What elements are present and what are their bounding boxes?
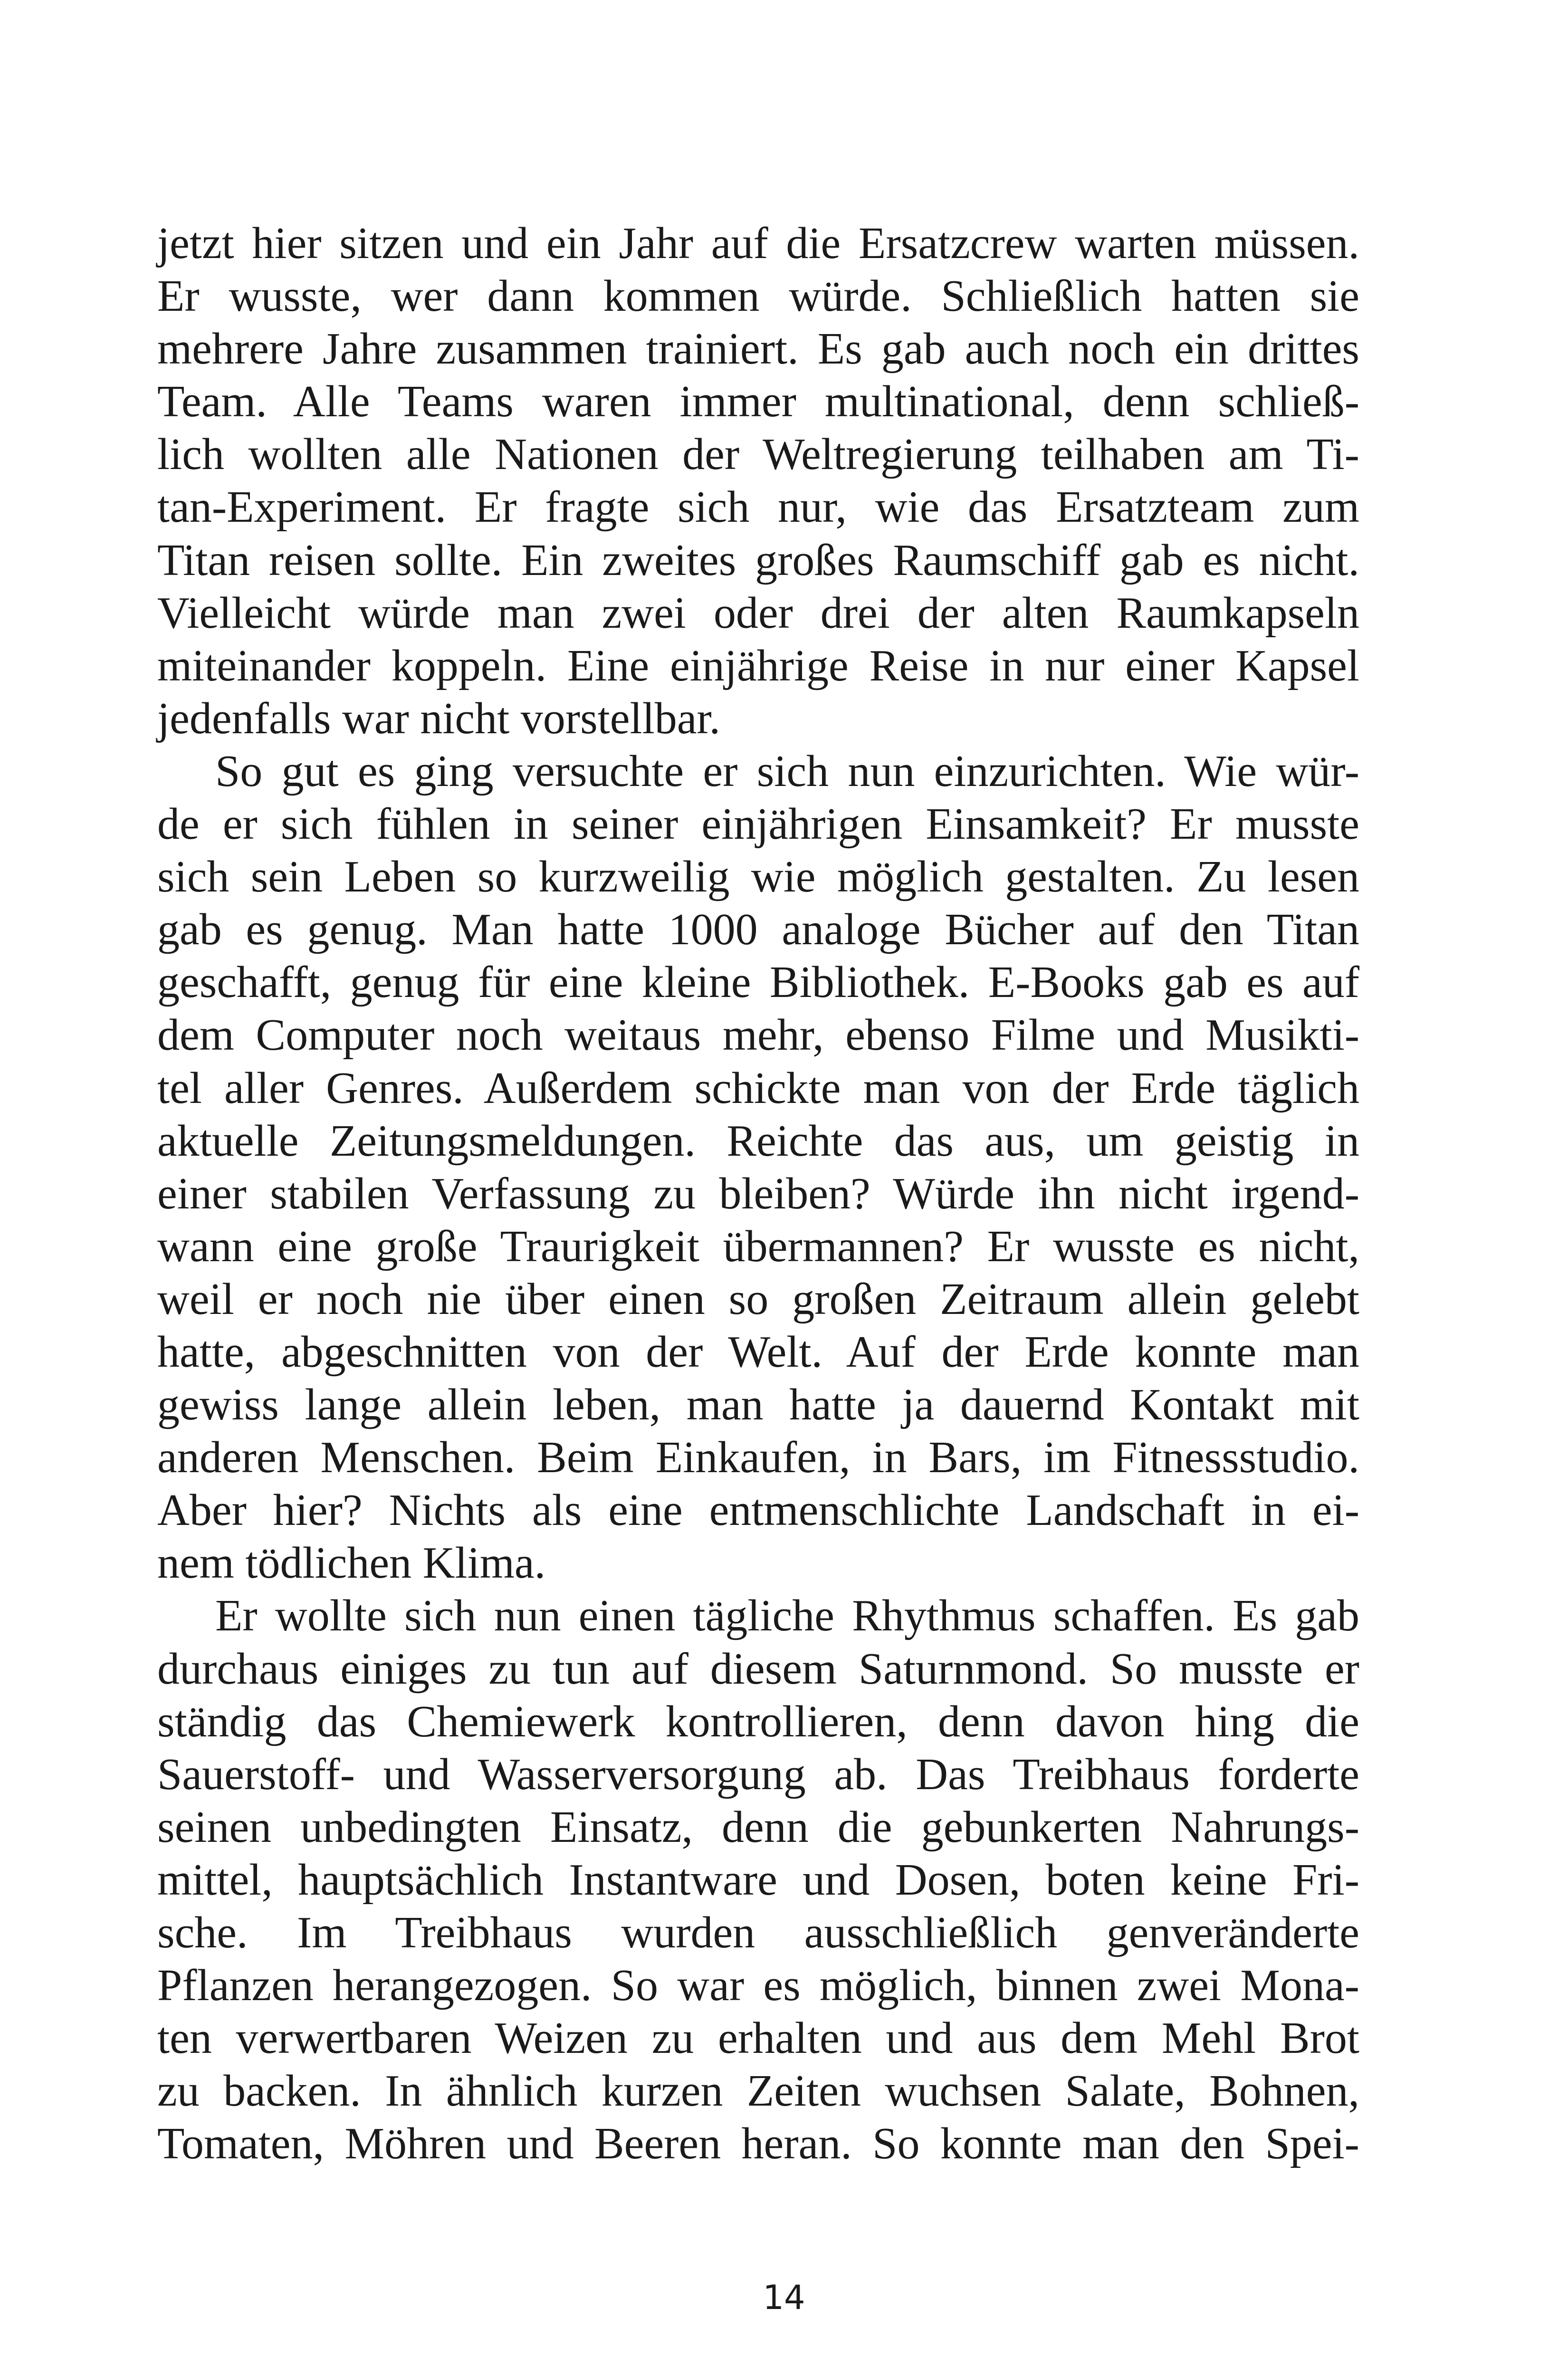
page-number: 14 xyxy=(763,2278,805,2317)
text-line: tel aller Genres. Außerdem schickte man von der Erde täglich xyxy=(157,1063,1359,1113)
text-line: zu backen. In ähnlich kurzen Zeiten wuchsen Salate, Bohnen, xyxy=(157,2066,1359,2116)
text-line: aktuelle Zeitungsmeldungen. Reichte das aus, um geistig in xyxy=(157,1116,1359,1166)
text-line: gewiss lange allein leben, man hatte ja dauernd Kontakt mit xyxy=(157,1380,1359,1430)
text-line: Er wollte sich nun einen tägliche Rhythmus schaffen. Es gab xyxy=(215,1591,1359,1641)
text-line: sche. Im Treibhaus wurden ausschließlich genveränderte xyxy=(157,1908,1359,1957)
text-line: hatte, abgeschnitten von der Welt. Auf der Erde konnte man xyxy=(157,1327,1359,1377)
text-line: gab es genug. Man hatte 1000 analoge Bücher auf den Titan xyxy=(157,905,1359,955)
text-line: ten verwertbaren Weizen zu erhalten und aus dem Mehl Brot xyxy=(157,2013,1359,2063)
text-line: mittel, hauptsächlich Instantware und Dosen, boten keine Fri- xyxy=(157,1855,1359,1905)
text-line: Vielleicht würde man zwei oder drei der alten Raumkapseln xyxy=(157,588,1359,638)
paragraph-1 xyxy=(157,217,1359,745)
text-line: jedenfalls war nicht vorstellbar. xyxy=(157,693,721,743)
text-line: einer stabilen Verfassung zu bleiben? Würde ihn nicht irgend- xyxy=(157,1169,1359,1218)
text-line: sich sein Leben so kurzweilig wie möglich gestalten. Zu lesen xyxy=(157,852,1359,902)
text-line: seinen unbedingten Einsatz, denn die gebunkerten Nahrungs- xyxy=(157,1802,1359,1852)
text-line: Er wusste, wer dann kommen würde. Schließlich hatten sie xyxy=(157,271,1359,321)
text-line: Team. Alle Teams waren immer multinational, denn schließ- xyxy=(157,377,1359,427)
text-line: wann eine große Traurigkeit übermannen? Er wusste es nicht, xyxy=(157,1221,1359,1271)
text-line: geschafft, genug für eine kleine Bibliothek. E-Books gab es auf xyxy=(157,958,1359,1007)
text-line: de er sich fühlen in seiner einjährigen Einsamkeit? Er musste xyxy=(157,799,1359,849)
text-line: anderen Menschen. Beim Einkaufen, in Bars, im Fitnessstudio. xyxy=(157,1433,1359,1483)
text-line: ständig das Chemiewerk kontrollieren, denn davon hing die xyxy=(157,1696,1359,1746)
body-text xyxy=(157,217,1359,2170)
text-line: dem Computer noch weitaus mehr, ebenso Filme und Musikti- xyxy=(157,1010,1359,1060)
text-line: Titan reisen sollte. Ein zweites großes Raumschiff gab es nicht. xyxy=(157,535,1359,585)
text-line: tan-Experiment. Er fragte sich nur, wie das Ersatzteam zum xyxy=(157,482,1359,532)
text-line: Aber hier? Nichts als eine entmenschlichte Landschaft in ei- xyxy=(157,1485,1359,1535)
text-line: weil er noch nie über einen so großen Zeitraum allein gelebt xyxy=(157,1274,1359,1324)
paragraph-3 xyxy=(157,1590,1359,2170)
text-line: lich wollten alle Nationen der Weltregierung teilhaben am Ti- xyxy=(157,430,1359,479)
text-line: Pflanzen herangezogen. So war es möglich, binnen zwei Mona- xyxy=(157,1961,1359,2011)
text-line: Sauerstoff- und Wasserversorgung ab. Das Treibhaus forderte xyxy=(157,1749,1359,1799)
paragraph-2 xyxy=(157,745,1359,1590)
text-line: Tomaten, Möhren und Beeren heran. So konnte man den Spei- xyxy=(157,2119,1359,2169)
text-line: durchaus einiges zu tun auf diesem Saturnmond. So musste er xyxy=(157,1644,1359,1694)
text-line: mehrere Jahre zusammen trainiert. Es gab auch noch ein drittes xyxy=(157,324,1359,374)
text-line: So gut es ging versuchte er sich nun einzurichten. Wie wür- xyxy=(215,746,1359,796)
text-line: jetzt hier sitzen und ein Jahr auf die Ersatzcrew warten müssen. xyxy=(157,219,1359,268)
text-line: miteinander koppeln. Eine einjährige Reise in nur einer Kapsel xyxy=(157,641,1359,690)
text-line: nem tödlichen Klima. xyxy=(157,1538,546,1588)
